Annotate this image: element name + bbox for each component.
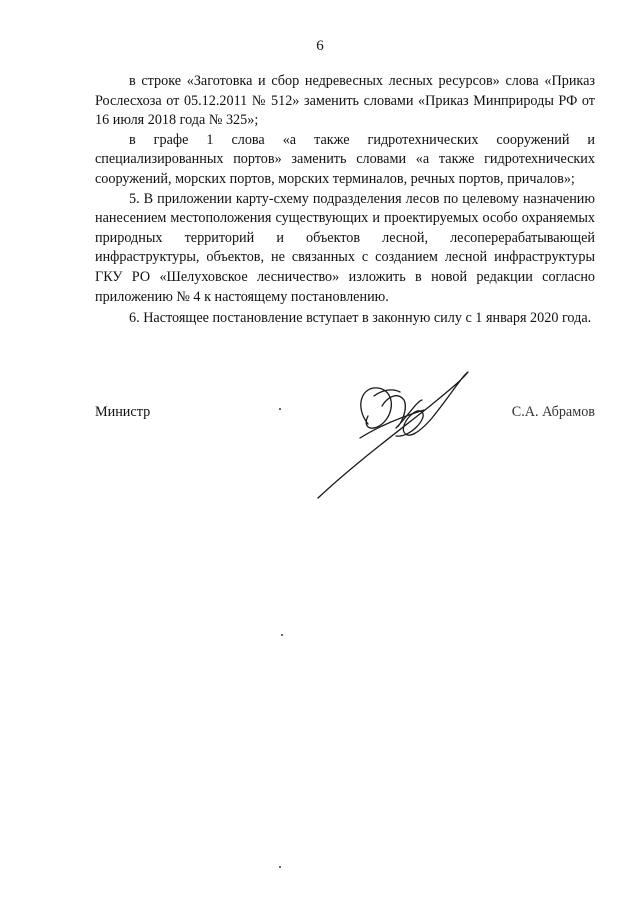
paragraph-column-1: в графе 1 слова «а также гидротехнических сооружений и специализированных портов» заменить словами «а также гидротехнических сооружений, морских портов, морских терминалов, речных портов, причалов»; xyxy=(95,131,595,187)
paragraph-row-item: в строке «Заготовка и сбор недревесных лесных ресурсов» слова «Приказ Рослесхоза от 05.12.2011 № 512» заменить словами «Приказ Минприроды РФ от 16 июля 2018 года № 325»; xyxy=(95,73,595,129)
signatory-name: С.А. Абрамов xyxy=(511,404,595,420)
scan-speck xyxy=(279,408,281,410)
paragraph-item-5: 5. В приложении карту-схему подразделения лесов по целевому назначению нанесением местоположения существующих и проектируемых особо охраняемых природных территорий и объектов лесной, лесоперерабатывающей инфраструктуры, объектов, не связанных с созданием лесной инфраструктуры ГКУ РО «Шелуховское лесничество» изложить в новой редакции согласно приложению № 4 к настоящему постановлению. xyxy=(95,190,595,305)
signatory-title: Министр xyxy=(95,404,151,420)
page-number: 6 xyxy=(316,38,324,54)
handwritten-signature xyxy=(312,366,472,502)
document-body xyxy=(95,72,595,329)
scan-speck xyxy=(281,634,283,636)
scan-speck xyxy=(279,866,281,868)
paragraph-item-6: 6. Настоящее постановление вступает в законную силу с 1 января 2020 года. xyxy=(129,310,592,327)
